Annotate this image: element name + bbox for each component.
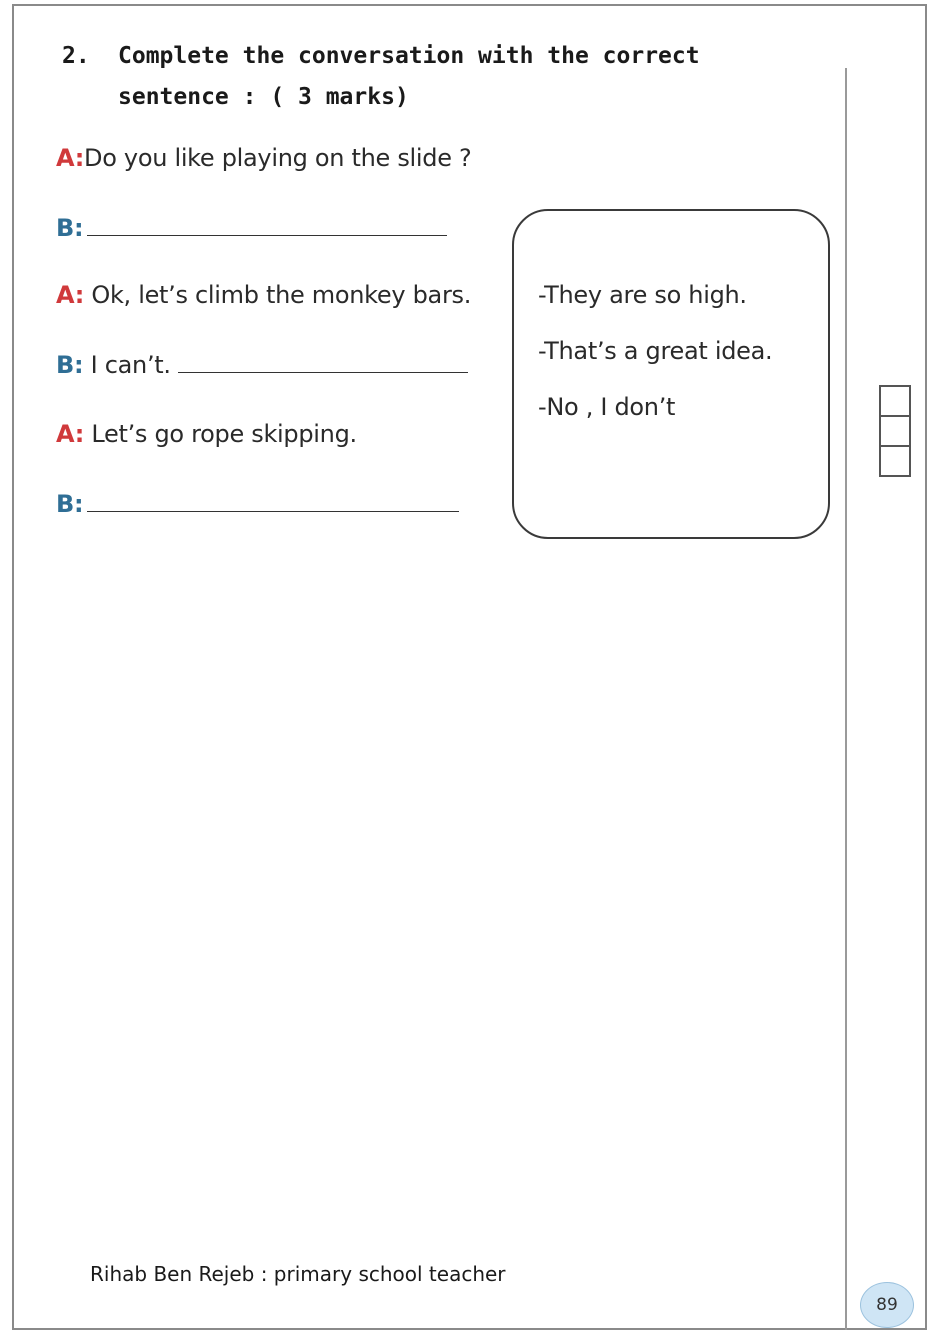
speaker-label: A: (56, 281, 85, 309)
choices-box (512, 209, 830, 539)
mark-box (879, 445, 911, 477)
question-instruction-line2: sentence : ( 3 marks) (118, 84, 409, 110)
dialogue-line-2 (56, 214, 447, 242)
dialogue-line-3 (56, 281, 471, 309)
dialogue-text: Ok, let’s climb the monkey bars. (84, 281, 472, 309)
mark-box (879, 385, 911, 417)
page-number-badge: 89 (860, 1282, 914, 1328)
speaker-label: B: (56, 214, 84, 242)
marking-boxes (879, 387, 911, 477)
speaker-label: B: (56, 490, 84, 518)
choice-option: -No , I don’t (538, 393, 676, 421)
question-instruction-line1: Complete the conversation with the correct (118, 43, 700, 69)
dialogue-line-4 (56, 351, 468, 379)
page-border (12, 4, 927, 1330)
dialogue-line-5 (56, 420, 357, 448)
question-heading (62, 36, 700, 118)
footer-author: Rihab Ben Rejeb : primary school teacher (90, 1262, 506, 1286)
question-number: 2. (62, 43, 90, 69)
speaker-label: A: (56, 144, 85, 172)
answer-blank[interactable] (87, 493, 459, 512)
margin-line (845, 68, 847, 1330)
choice-option: -They are so high. (538, 281, 747, 309)
speaker-label: B: (56, 351, 84, 379)
dialogue-text: Let’s go rope skipping. (84, 420, 357, 448)
choice-option: -That’s a great idea. (538, 337, 773, 365)
speaker-label: A: (56, 420, 85, 448)
answer-blank[interactable] (178, 354, 468, 373)
answer-blank[interactable] (87, 217, 447, 236)
dialogue-text: Do you like playing on the slide ? (84, 144, 472, 172)
dialogue-line-1 (56, 144, 471, 172)
mark-box (879, 415, 911, 447)
dialogue-line-6 (56, 490, 459, 518)
dialogue-text: I can’t. (83, 351, 179, 379)
